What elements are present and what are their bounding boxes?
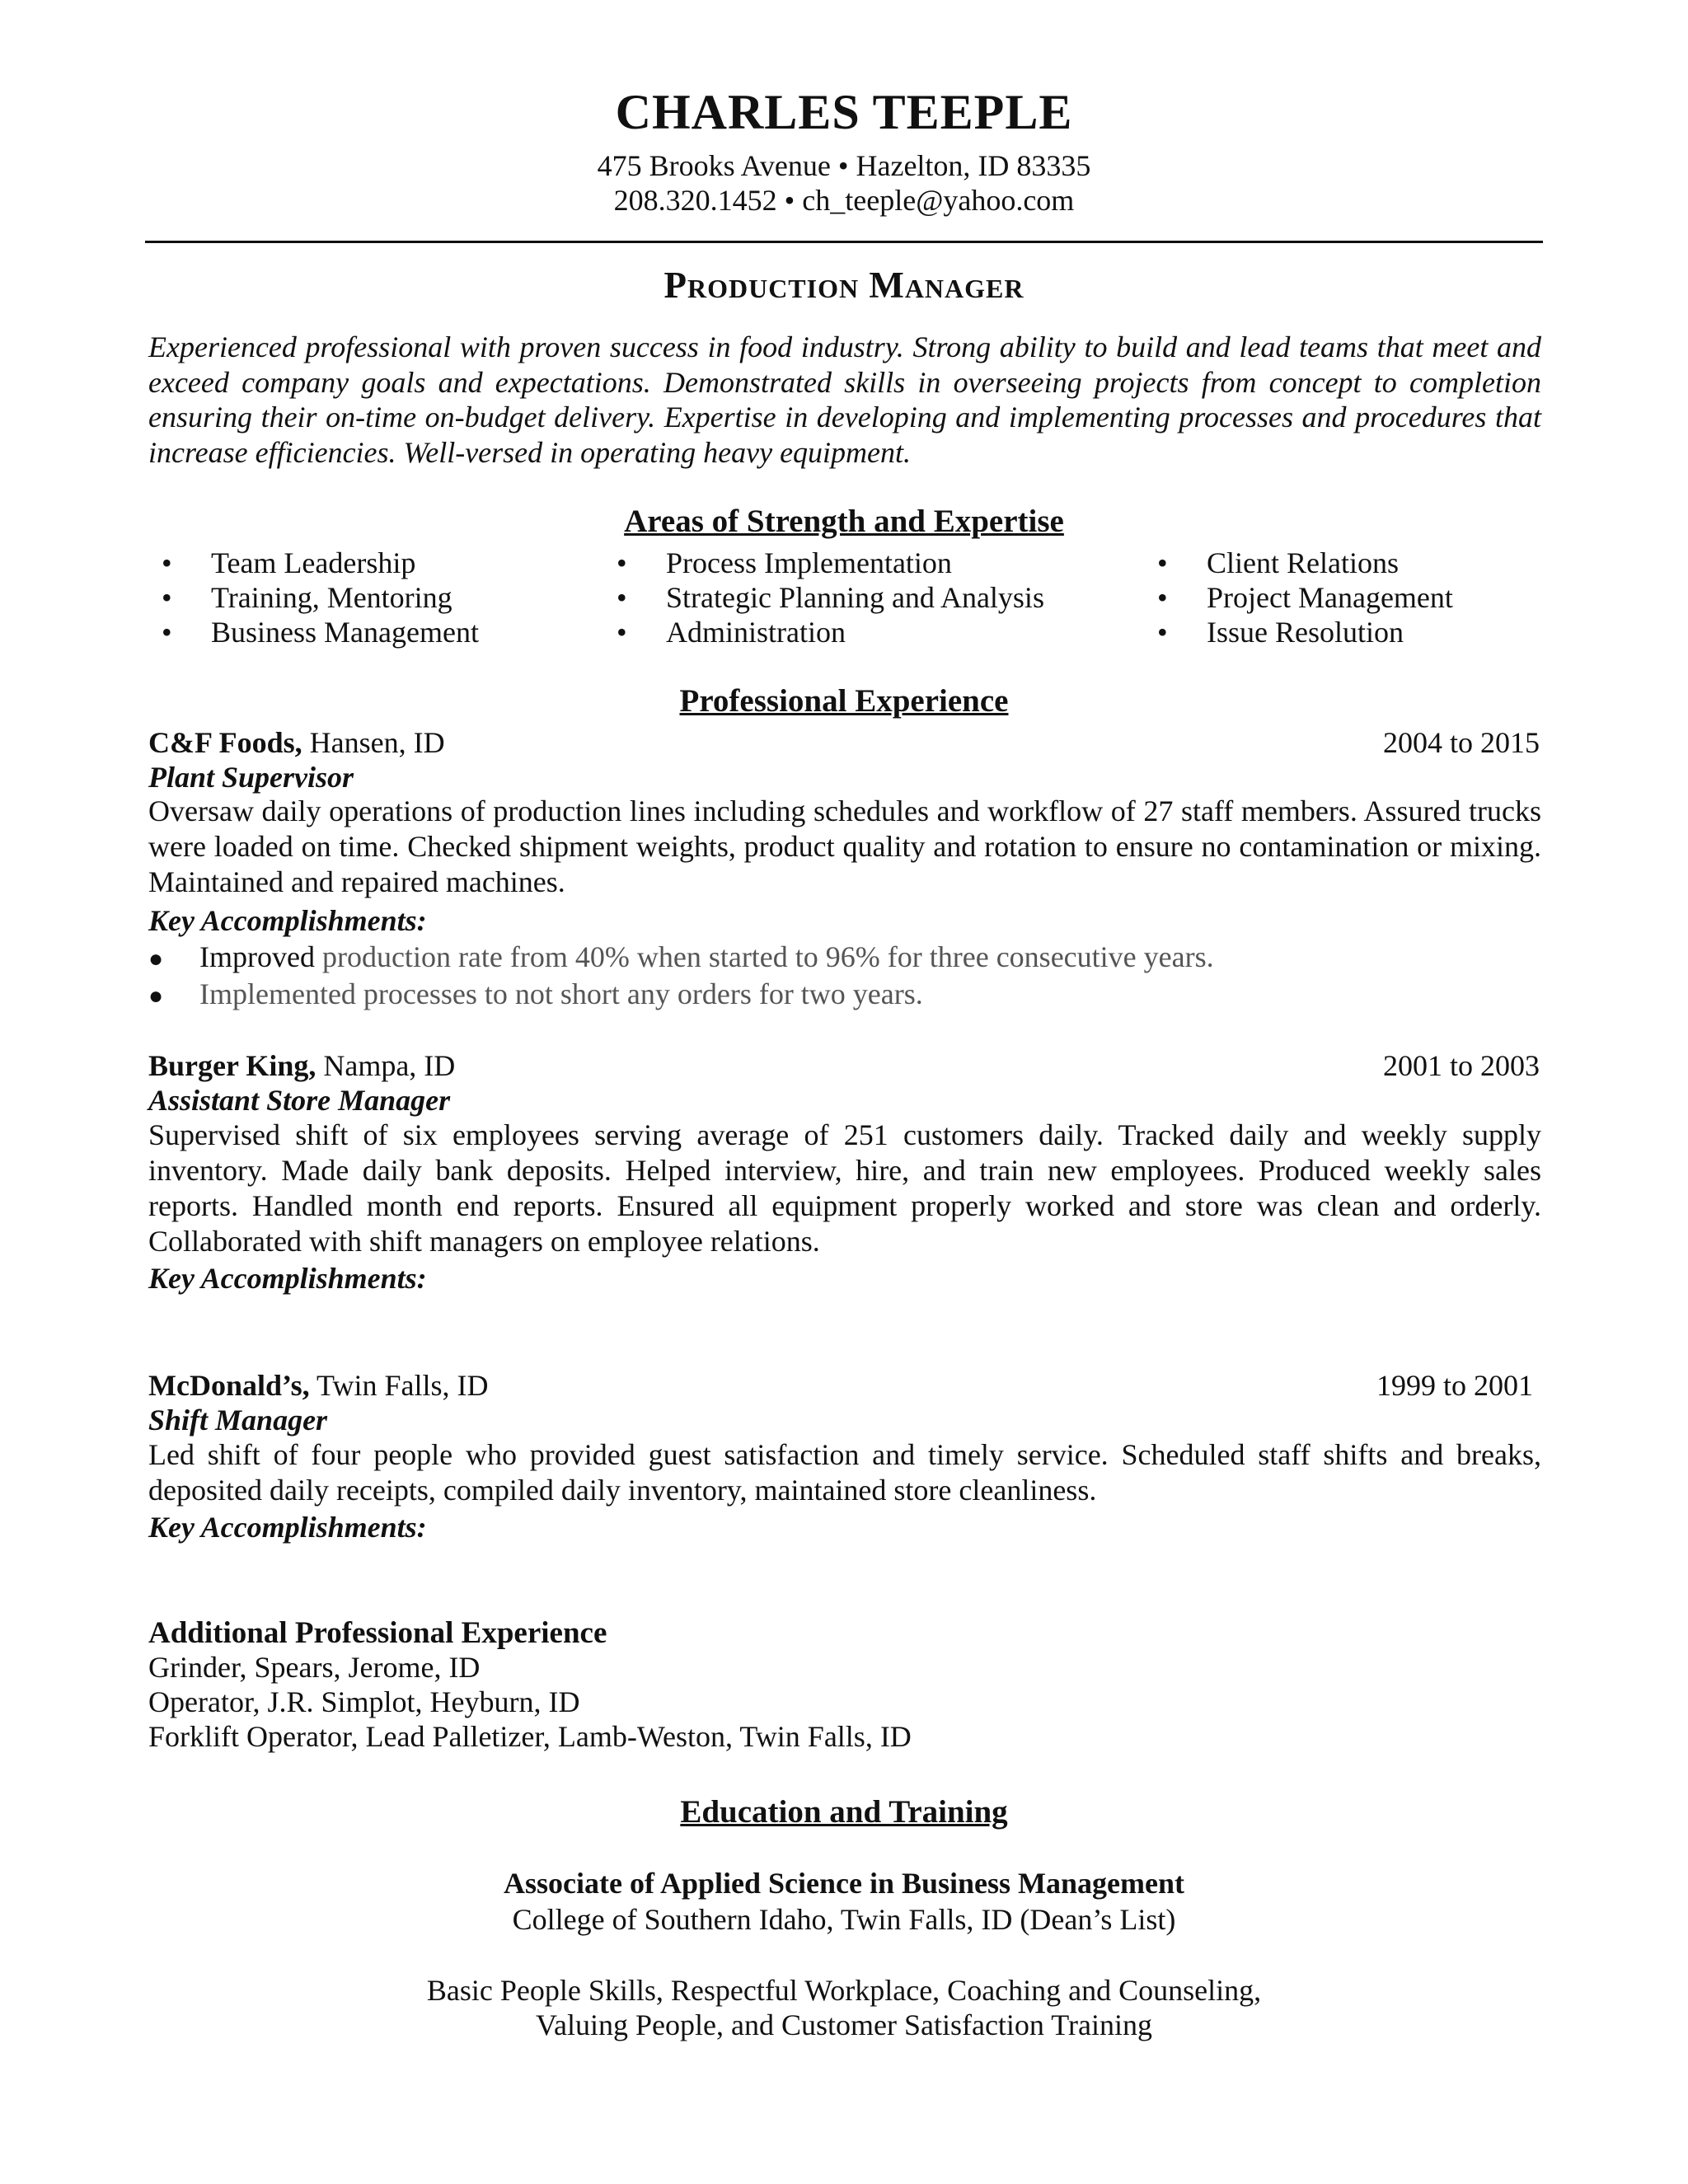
school: College of Southern Idaho, Twin Falls, ID (Dean’s List)	[512, 1903, 1176, 1936]
key-accomplishments-label: Key Accomplishments:	[148, 1511, 427, 1544]
skill-item: • Project Management	[1157, 581, 1453, 614]
additional-experience-item: Grinder, Spears, Jerome, ID	[148, 1651, 481, 1684]
job-role: Assistant Store Manager	[148, 1084, 451, 1117]
additional-experience-item: Forklift Operator, Lead Palletizer, Lamb-Weston, Twin Falls, ID	[148, 1720, 912, 1753]
degree: Associate of Applied Science in Business Management	[503, 1867, 1184, 1900]
training-line: Basic People Skills, Respectful Workplace, Coaching and Counseling,	[426, 1974, 1262, 2007]
header-divider	[145, 241, 1543, 243]
job-dates: 1999 to 2001	[1376, 1369, 1533, 1402]
professional-summary: Experienced professional with proven success in food industry. Strong ability to build and lead teams that meet and exceed company goals and expectations. Demonstrated skills in overseeing projects from concept to completion ensuring their on-time on-budget delivery. Expertise in developing and implementing processes and procedures that increase efficiencies. Well-versed in operating heavy equipment.	[148, 330, 1541, 469]
job-description: Led shift of four people who provided guest satisfaction and timely service. Scheduled staff shifts and breaks, deposited daily receipts, compiled daily inventory, maintained store cleanliness.	[148, 1438, 1541, 1507]
address-line: 475 Brooks Avenue • Hazelton, ID 83335	[597, 149, 1091, 182]
candidate-name: CHARLES TEEPLE	[615, 85, 1073, 139]
key-accomplishments-label: Key Accomplishments:	[148, 1262, 427, 1295]
strengths-heading: Areas of Strength and Expertise	[624, 504, 1064, 539]
job-company: C&F Foods, Hansen, ID	[148, 726, 445, 759]
skill-item: • Issue Resolution	[1157, 616, 1404, 649]
job-dates: 2004 to 2015	[1382, 726, 1540, 759]
skill-item: • Training, Mentoring	[162, 581, 452, 614]
job-description: Supervised shift of six employees serving average of 251 customers daily. Tracked daily and weekly supply inventory. Made daily bank deposits. Helped interview, hire, and train new employees. Produced weekly sales reports. Handled month end reports. Ensured all equipment properly worked and store was clean and orderly. Collaborated with shift managers on employee relations.	[148, 1118, 1541, 1258]
job-dates: 2001 to 2003	[1382, 1049, 1540, 1082]
job-company: Burger King, Nampa, ID	[148, 1049, 456, 1082]
accomplishment-item: ● Implemented processes to not short any orders for two years.	[148, 977, 923, 1010]
accomplishment-item: ● Improved production rate from 40% when started to 96% for three consecutive years.	[148, 940, 1214, 973]
skill-item: • Team Leadership	[162, 546, 416, 579]
job-description: Oversaw daily operations of production lines including schedules and workflow of 27 staff members. Assured trucks were loaded on time. Checked shipment weights, product quality and rotation to ensure no contamination or mixing. Maintained and repaired machines.	[148, 794, 1541, 898]
job-role: Plant Supervisor	[148, 761, 354, 794]
job-role: Shift Manager	[148, 1404, 328, 1436]
skill-item: • Strategic Planning and Analysis	[617, 581, 1044, 614]
skill-item: • Client Relations	[1157, 546, 1399, 579]
job-company: McDonald’s, Twin Falls, ID	[148, 1369, 489, 1402]
skill-item: • Process Implementation	[617, 546, 952, 579]
training-line: Valuing People, and Customer Satisfaction Training	[536, 2008, 1152, 2041]
key-accomplishments-label: Key Accomplishments:	[148, 904, 427, 937]
additional-experience-heading: Additional Professional Experience	[148, 1616, 607, 1650]
experience-heading: Professional Experience	[679, 683, 1009, 719]
additional-experience-item: Operator, J.R. Simplot, Heyburn, ID	[148, 1685, 580, 1718]
skill-item: • Business Management	[162, 616, 479, 649]
skill-item: • Administration	[617, 616, 846, 649]
job-title: Production Manager	[663, 265, 1025, 306]
education-heading: Education and Training	[680, 1794, 1008, 1830]
phone-email-line: 208.320.1452 • ch_teeple@yahoo.com	[613, 184, 1075, 217]
